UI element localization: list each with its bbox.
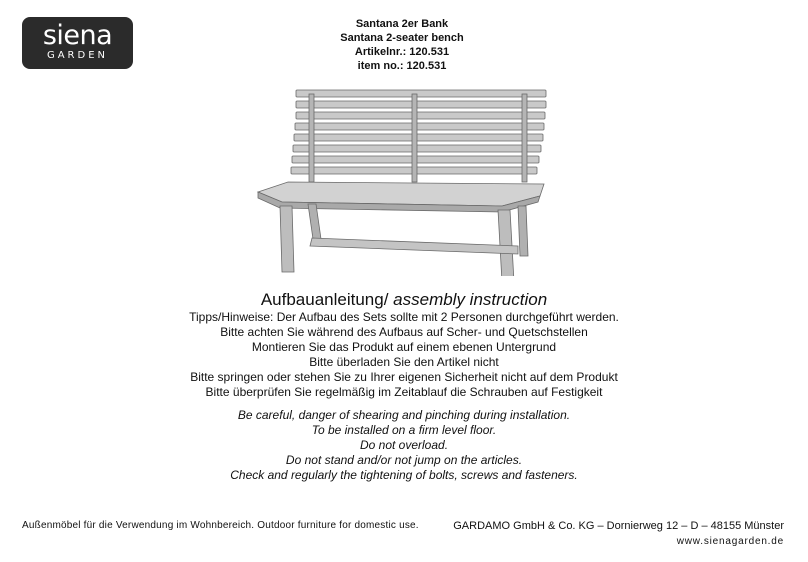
warning-line: Check and regularly the tightening of bolts, screws and fasteners. [230, 468, 578, 482]
website-link[interactable]: www.sienagarden.de [676, 536, 784, 547]
tip-line: Bitte überprüfen Sie regelmäßig im Zeitablauf die Schrauben auf Festigkeit [205, 385, 603, 399]
warning-line: Do not overload. [359, 438, 449, 452]
siena-garden-logo [22, 17, 133, 69]
article-number-de: Artikelnr.: 120.531 [354, 46, 450, 58]
company-info [453, 518, 784, 550]
article-number-en: item no.: 120.531 [357, 60, 447, 72]
title-en: assembly instruction [393, 290, 548, 309]
warning-line: Do not stand and/or not jump on the articles. [285, 453, 523, 467]
tips-block-de [0, 310, 808, 400]
title-de: Aufbauanleitung/ [260, 290, 394, 309]
product-name-en: Santana 2-seater bench [340, 32, 464, 44]
warning-line: To be installed on a firm level floor. [311, 423, 497, 437]
tip-line: Bitte überladen Sie den Artikel nicht [309, 355, 499, 369]
product-name-de: Santana 2er Bank [355, 18, 449, 30]
warnings-block-en [0, 408, 808, 483]
company-address: GARDAMO GmbH & Co. KG – Dornierweg 12 – D – 48155 Münster [453, 520, 784, 532]
tip-line: Bitte achten Sie während des Aufbaus auf Scher- und Quetschstellen [220, 325, 588, 339]
instruction-title [0, 289, 808, 311]
warning-line: Be careful, danger of shearing and pinching during installation. [237, 408, 571, 422]
bench-illustration [252, 86, 552, 276]
tip-line: Bitte springen oder stehen Sie zu Ihrer eigenen Sicherheit nicht auf dem Produkt [190, 370, 618, 384]
tip-line: Tipps/Hinweise: Der Aufbau des Sets sollte mit 2 Personen durchgeführt werden. [189, 310, 619, 324]
logo-subtitle: GARDEN [46, 50, 109, 61]
usage-note: Außenmöbel für die Verwendung im Wohnbereich. Outdoor furniture for domestic use. [22, 520, 419, 531]
product-header [270, 17, 534, 73]
tip-line: Montieren Sie das Produkt auf einem ebenen Untergrund [251, 340, 557, 354]
logo-word: siena [42, 20, 113, 51]
